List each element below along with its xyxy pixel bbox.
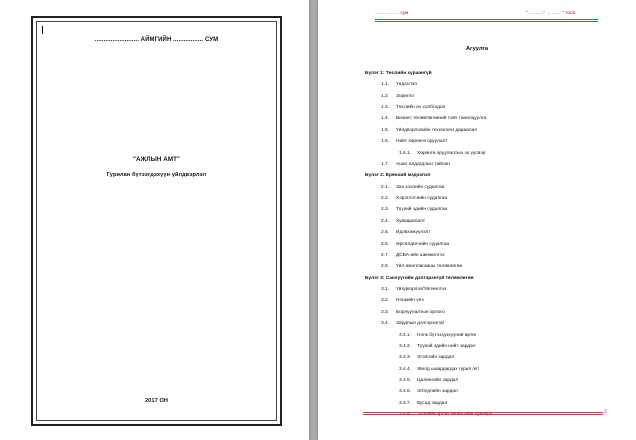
toc-entry[interactable]: [381, 162, 450, 167]
toc-entry-number: 2.5.: [381, 230, 390, 236]
toc-entry-text: Хуваарилалт: [396, 218, 426, 224]
toc-entry[interactable]: [399, 333, 477, 338]
toc-entry-text: Үйл ажиллагааны төлөвлөгөө: [396, 264, 463, 270]
toc-entry[interactable]: [381, 321, 444, 326]
toc-entry-text: Зардлын дэлгэрэнгүй: [396, 321, 444, 327]
toc-entry-number: 3.4.7.: [399, 400, 412, 406]
toc-entry-text: Үйлдвэрлэлийн технологи дараалал: [396, 127, 478, 133]
toc-entry-number: 3.4.1.: [399, 332, 412, 338]
toc-entry-number: 1.6.1.: [399, 150, 412, 156]
toc-entry[interactable]: [399, 151, 485, 156]
toc-entry[interactable]: [381, 185, 444, 190]
toc-entry-text: Бусад зардал: [417, 400, 448, 406]
toc-entry-text: Зах зээлийн судалгаа: [396, 184, 445, 190]
toc-entry-text: Ашиг алдагдлын тайлан: [396, 161, 450, 167]
toc-entry-number: 3.4.3.: [399, 355, 412, 361]
toc-entry-number: 3.4.6.: [399, 389, 412, 395]
toc-entry[interactable]: [399, 355, 454, 360]
toc-entry[interactable]: [381, 207, 447, 212]
toc-entry-text: Нэгжийн үнэ: [396, 298, 424, 304]
toc-entry-number: 2.4.: [381, 218, 390, 224]
toc-entry[interactable]: [381, 242, 449, 247]
toc-entry[interactable]: [381, 128, 477, 133]
cover-page: [0, 0, 309, 440]
header-sum: …………… сум: [375, 11, 409, 16]
toc-entry[interactable]: [381, 196, 447, 201]
toc-entry[interactable]: [381, 94, 414, 99]
toc-entry-text: Хэрэглэгчийн судалгаа: [396, 196, 448, 202]
toc-entry-text: Бүлэг 3: Санхүүгийн дэлгэрэнгүй төлөвлөгөө: [365, 275, 474, 281]
toc-entry-text: Бизнес төлөвлөгөөний товч танилцуулга: [396, 116, 487, 122]
toc-entry-number: 3.4.4.: [399, 366, 412, 372]
toc-entry[interactable]: [381, 105, 445, 110]
toc-entry-text: Үйлдвэрлэл/Үйлчилгээ: [396, 287, 447, 293]
toc-chapter[interactable]: [365, 276, 474, 281]
toc-entry-text: Түүхий эдийн нийт зардал: [417, 343, 476, 349]
organization-name: "АЖЛЫН АМТ": [132, 156, 181, 163]
toc-entry-number: 3.3.: [381, 309, 390, 315]
footer-rule: [363, 412, 603, 413]
toc-entry[interactable]: [381, 116, 486, 121]
toc-entry-number: 3.1.: [381, 287, 390, 293]
toc-entry-number: 1.5.: [381, 127, 390, 133]
page-number: 2: [604, 409, 607, 415]
toc-entry-text: Борлуулалтын орлого: [396, 309, 445, 315]
toc-entry-text: Зорилго: [396, 93, 415, 99]
toc-entry-number: 3.4.: [381, 321, 390, 327]
toc-entry[interactable]: [381, 139, 448, 144]
toc-entry-text: Идэвхижүүлэлт: [396, 230, 431, 236]
toc-entry-number: 3.4.5.: [399, 377, 412, 383]
toc-page: [318, 0, 636, 440]
toc-entry-text: Элэгдлийн зардал: [417, 389, 458, 395]
aimag-sum-line: ......................... АЙМГИЙН ................. СУМ: [94, 37, 219, 43]
toc-entry-number: 3.2.: [381, 298, 390, 304]
toc-entry-number: 2.7.: [381, 252, 390, 258]
document-year: 2017 ОН: [144, 398, 169, 404]
toc-title: Агуулга: [465, 46, 489, 52]
toc-entry[interactable]: [399, 401, 447, 406]
toc-entry-number: 2.3.: [381, 207, 390, 213]
toc-entry-number: 1.2.: [381, 93, 390, 99]
toc-entry[interactable]: [381, 219, 425, 224]
toc-entry-text: Бүлэг 2: Ерөнхий мэдээлэл: [365, 173, 431, 179]
toc-entry-number: 2.6.: [381, 241, 390, 247]
toc-entry-text: Өрсөлдөгчийн судалгаа: [396, 241, 450, 247]
toc-entry-text: Төслийн ач холбогдол: [396, 105, 446, 111]
toc-entry-number: 2.1.: [381, 184, 390, 190]
toc-entry[interactable]: [399, 344, 476, 349]
toc-entry-text: Хөрөнгө оруулалтын эх үүсвэр: [417, 150, 486, 156]
toc-entry-number: 2.2.: [381, 196, 390, 202]
toc-chapter[interactable]: [365, 71, 432, 76]
toc-entry[interactable]: [381, 82, 417, 87]
text-cursor: [42, 26, 43, 34]
toc-entry[interactable]: [381, 253, 444, 258]
toc-entry[interactable]: [399, 378, 458, 383]
toc-entry-number: 1.7.: [381, 161, 390, 167]
toc-entry-number: 3.4.2.: [399, 343, 412, 349]
toc-entry-text: Түүхий эдийн судалгаа: [396, 207, 448, 213]
table-of-contents: [318, 0, 636, 440]
toc-entry-text: Жилд шаардагдах гурил /кг/: [417, 366, 480, 372]
toc-entry[interactable]: [381, 230, 431, 235]
toc-entry-text: Цалингийн зардал: [417, 377, 459, 383]
toc-entry[interactable]: [381, 298, 424, 303]
footer-rule-2: [363, 414, 603, 415]
toc-entry[interactable]: [399, 367, 479, 372]
toc-entry-number: 1.1.: [381, 82, 390, 88]
toc-entry-text: Нэгж бүтээгдэхүүний өртөг: [417, 332, 477, 338]
toc-entry-text: Нийт хөрөнгө оруулалт: [396, 139, 448, 145]
toc-entry[interactable]: [381, 287, 446, 292]
toc-entry-text: ДСБА-ийн шинжилгээ: [396, 252, 445, 258]
toc-entry[interactable]: [381, 264, 462, 269]
header-date: "………." ……… " тооо: [526, 11, 576, 16]
toc-entry-number: 1.6.: [381, 139, 390, 145]
toc-entry-text: Үндэслэл: [396, 82, 417, 88]
toc-chapter[interactable]: [365, 173, 431, 178]
toc-entry[interactable]: [399, 389, 458, 394]
organization-type: Гурилан бүтээгдэхүүн үйлдвэрлэл: [106, 172, 207, 178]
toc-entry-text: Бүлэг 1: Төслийн хураангүй: [365, 71, 432, 76]
toc-entry-number: 2.8.: [381, 264, 390, 270]
toc-entry-text: Эгэлгийн зардал: [417, 355, 455, 361]
toc-entry-number: 1.4.: [381, 116, 390, 122]
toc-entry[interactable]: [381, 310, 445, 315]
page-border-inner: [36, 21, 277, 421]
toc-entry-number: 1.3.: [381, 105, 390, 111]
